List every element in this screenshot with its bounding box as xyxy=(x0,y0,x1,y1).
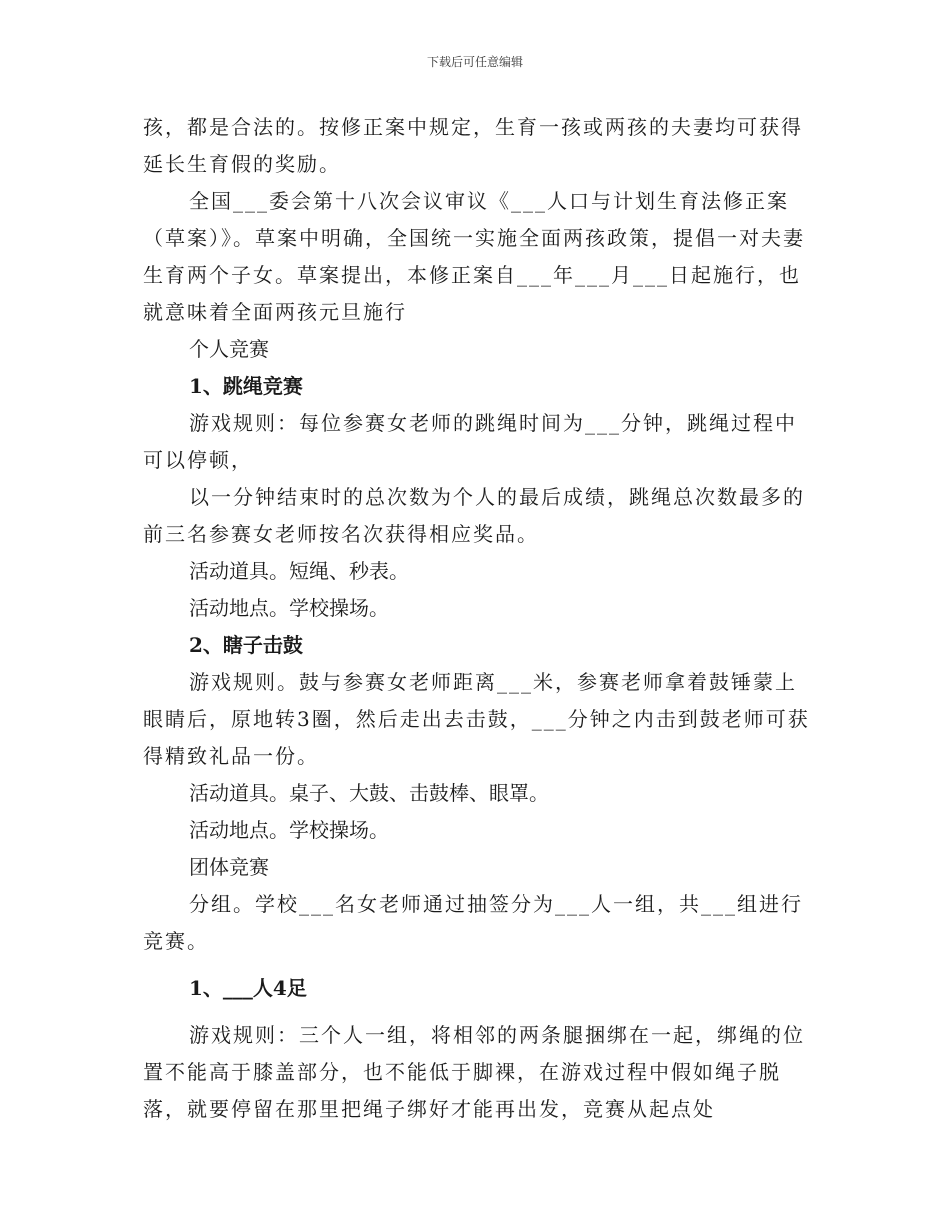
spacer xyxy=(143,1007,811,1017)
heading-jump-rope: 1、跳绳竞赛 xyxy=(189,374,303,398)
paragraph-continuation: 孩，都是合法的。按修正案中规定，生育一孩或两孩的夫妻均可获得延长生育假的奖励。 xyxy=(143,115,803,176)
page-header: 下载后可任意编辑 xyxy=(426,55,523,69)
paragraph-grouping: 分组。学校___名女老师通过抽签分为___人一组，共___组进行竞赛。 xyxy=(143,892,803,953)
heading-blind-drum: 2、瞎子击鼓 xyxy=(189,633,303,657)
document-body xyxy=(143,109,811,1128)
paragraph-jump-rope-location: 活动地点。学校操场。 xyxy=(189,596,389,620)
paragraph-blind-drum-location: 活动地点。学校操场。 xyxy=(189,818,389,842)
paragraph-jump-rope-props: 活动道具。短绳、秒表。 xyxy=(189,559,409,583)
paragraph-blind-drum-rules: 游戏规则。鼓与参赛女老师距离___米，参赛老师拿着鼓锤蒙上眼睛后，原地转3圈，然后走出去击鼓，___分钟之内击到鼓老师可获得精致礼品一份。 xyxy=(143,670,810,768)
heading-three-legged: 1、___人4足 xyxy=(189,976,307,1000)
section-title-individual: 个人竞赛 xyxy=(189,337,269,361)
spacer xyxy=(143,960,811,970)
paragraph-amendment: 全国___委会第十八次会议审议《___人口与计划生育法修正案（草案）》。草案中明确，全国统一实施全面两孩政策，提倡一对夫妻生育两个子女。草案提出，本修正案自___年___月___日起施行，也就意味着全面两孩元旦施行 xyxy=(143,189,805,324)
paragraph-jump-rope-score: 以一分钟结束时的总次数为个人的最后成绩，跳绳总次数最多的前三名参赛女老师按名次获得相应奖品。 xyxy=(143,485,805,546)
section-title-team: 团体竞赛 xyxy=(189,855,269,879)
paragraph-blind-drum-props: 活动道具。桌子、大鼓、击鼓棒、眼罩。 xyxy=(189,781,549,805)
paragraph-jump-rope-rules: 游戏规则：每位参赛女老师的跳绳时间为___分钟，跳绳过程中可以停顿， xyxy=(143,411,797,472)
paragraph-three-legged-rules: 游戏规则：三个人一组，将相邻的两条腿捆绑在一起，绑绳的位置不能高于膝盖部分，也不能低于脚裸，在游戏过程中假如绳子脱落，就要停留在那里把绳子绑好才能再出发，竞赛从起点处 xyxy=(143,1023,805,1121)
